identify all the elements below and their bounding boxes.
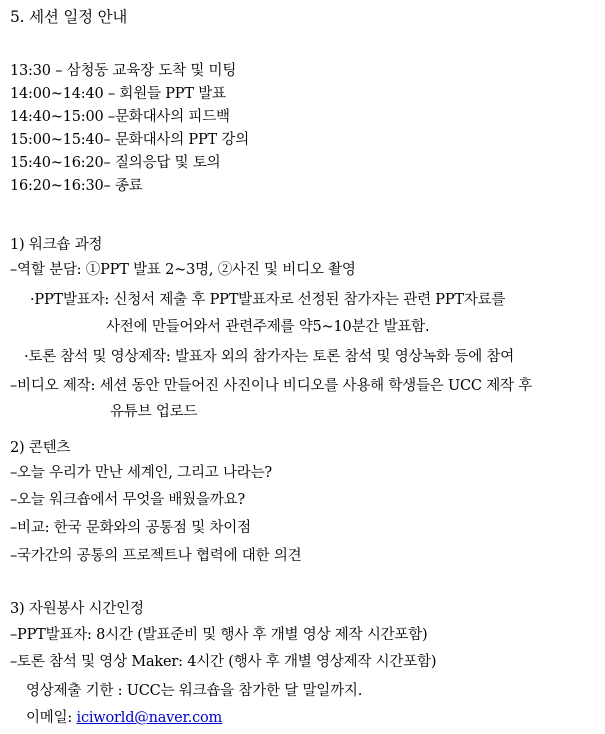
email-label: 이메일: [26, 710, 77, 726]
contents-item: –국가간의 공통의 프로젝트나 협력에 대한 의견 [10, 548, 302, 564]
presenter-line-2: 사전에 만들어와서 관련주제를 약5~10분간 발표함. [106, 319, 430, 335]
contents-heading: 2) 콘텐츠 [10, 440, 71, 456]
schedule-item: 14:40~15:00 –문화대사의 피드백 [10, 109, 230, 125]
volunteer-maker: –토론 참석 및 영상 Maker: 4시간 (행사 후 개별 영상제작 시간포함) [10, 654, 437, 670]
deadline-line: 영상제출 기한 : UCC는 워크숍을 참가한 달 말일까지. [26, 683, 363, 699]
volunteer-presenter: –PPT발표자: 8시간 (발표준비 및 행사 후 개별 영상 제작 시간포함) [10, 627, 428, 643]
schedule-item: 16:20~16:30– 종료 [10, 178, 143, 194]
contents-item: –오늘 우리가 만난 세계인, 그리고 나라는? [10, 465, 272, 481]
contents-item: –오늘 워크숍에서 무엇을 배웠을까요? [10, 492, 245, 508]
presenter-line-1: ·PPT발표자: 신청서 제출 후 PPT발표자로 선정된 참가자는 관련 PPT자료를 [30, 292, 506, 308]
workshop-heading: 1) 워크숍 과정 [10, 237, 103, 253]
discussion-line: ·토론 참석 및 영상제작: 발표자 외의 참가자는 토론 참석 및 영상녹화 등에 참여 [24, 349, 515, 365]
schedule-item: 15:40~16:20– 질의응답 및 토의 [10, 155, 221, 171]
volunteer-heading: 3) 자원봉사 시간인정 [10, 601, 144, 617]
email-link[interactable]: iciworld@naver.com [76, 710, 223, 726]
schedule-item: 14:00~14:40 – 회원들 PPT 발표 [10, 86, 226, 102]
email-line [26, 707, 222, 729]
section-title: 5. 세션 일정 안내 [10, 8, 128, 26]
schedule-item: 13:30 – 삼청동 교육장 도착 및 미팅 [10, 63, 237, 79]
video-line-1: –비디오 제작: 세션 동안 만들어진 사진이나 비디오를 사용해 학생들은 UCC 제작 후 [10, 378, 533, 394]
schedule-item: 15:00~15:40– 문화대사의 PPT 강의 [10, 132, 250, 148]
workshop-roles: –역할 분담: ①PPT 발표 2~3명, ②사진 및 비디오 촬영 [10, 262, 356, 278]
contents-item: –비교: 한국 문화와의 공통점 및 차이점 [10, 520, 251, 536]
video-line-2: 유튜브 업로드 [110, 404, 198, 420]
